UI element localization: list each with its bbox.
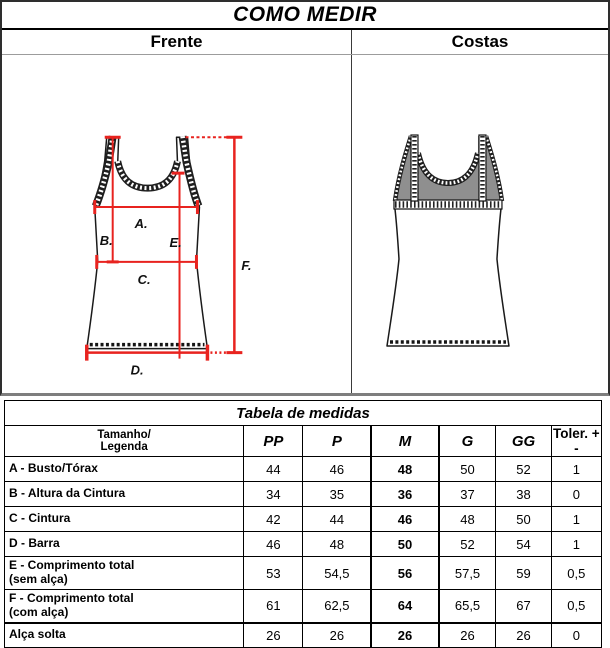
table-row <box>5 590 602 623</box>
front-column-header: Frente <box>150 32 203 51</box>
back-panel <box>351 55 608 393</box>
size-value: 65,5 <box>439 590 496 623</box>
size-value: 48 <box>303 532 371 557</box>
size-value: 46 <box>371 507 438 532</box>
size-value: 52 <box>439 532 496 557</box>
size-value: 38 <box>496 482 551 507</box>
table-row <box>5 532 602 557</box>
back-garment-drawing <box>352 55 608 393</box>
size-value: 54,5 <box>303 557 371 590</box>
measures-table <box>4 400 602 648</box>
size-value: 46 <box>303 457 371 482</box>
size-header-g: G <box>439 426 496 457</box>
tolerance-value: 0 <box>551 482 601 507</box>
table-header-row <box>5 426 602 457</box>
size-value: 53 <box>244 557 303 590</box>
size-value: 26 <box>439 623 496 648</box>
measure-label: D - Barra <box>5 532 244 557</box>
size-value: 37 <box>439 482 496 507</box>
size-header-gg: GG <box>496 426 551 457</box>
size-value: 36 <box>371 482 438 507</box>
measure-label: C - Cintura <box>5 507 244 532</box>
size-value: 50 <box>439 457 496 482</box>
measure-label: F - Comprimento total (com alça) <box>5 590 244 623</box>
label-d: D. <box>130 362 144 378</box>
view-headers <box>2 30 608 55</box>
size-value: 48 <box>371 457 438 482</box>
tolerance-value: 0,5 <box>551 557 601 590</box>
label-f: F. <box>241 257 252 273</box>
table-row <box>5 557 602 590</box>
size-value: 34 <box>244 482 303 507</box>
size-value: 26 <box>496 623 551 648</box>
size-value: 35 <box>303 482 371 507</box>
drawing-panels <box>2 55 608 393</box>
tolerance-header: Toler. + - <box>553 426 600 456</box>
measure-label: A - Busto/Tórax <box>5 457 244 482</box>
size-value: 26 <box>371 623 438 648</box>
corner-header-line1: Tamanho/ <box>97 428 151 441</box>
size-value: 54 <box>496 532 551 557</box>
label-c: C. <box>137 271 151 287</box>
measures-body <box>5 401 602 648</box>
table-title-row <box>5 401 602 426</box>
tolerance-value: 1 <box>551 457 601 482</box>
tolerance-value: 1 <box>551 507 601 532</box>
size-value: 52 <box>496 457 551 482</box>
size-value: 44 <box>244 457 303 482</box>
table-row <box>5 482 602 507</box>
size-value: 56 <box>371 557 438 590</box>
size-header-pp: PP <box>244 426 303 457</box>
front-garment-drawing <box>2 55 351 393</box>
table-row <box>5 507 602 532</box>
label-e: E. <box>169 234 182 250</box>
measure-label: Alça solta <box>5 623 244 648</box>
size-value: 46 <box>244 532 303 557</box>
size-value: 64 <box>371 590 438 623</box>
size-value: 57,5 <box>439 557 496 590</box>
corner-header-line2: Legenda <box>100 441 148 453</box>
measure-label: E - Comprimento total (sem alça) <box>5 557 244 590</box>
size-value: 50 <box>371 532 438 557</box>
size-value: 67 <box>496 590 551 623</box>
size-value: 48 <box>439 507 496 532</box>
tolerance-value: 0 <box>551 623 601 648</box>
label-b: B. <box>99 232 113 248</box>
table-title: Tabela de medidas <box>5 401 602 426</box>
size-value: 59 <box>496 557 551 590</box>
size-header-p: P <box>303 426 371 457</box>
tolerance-value: 0,5 <box>551 590 601 623</box>
measure-label: B - Altura da Cintura <box>5 482 244 507</box>
back-body-outline <box>387 209 509 346</box>
size-value: 26 <box>303 623 371 648</box>
front-neckline-trim <box>118 161 178 188</box>
measures-table-section <box>4 400 602 648</box>
size-value: 50 <box>496 507 551 532</box>
corner-header <box>5 426 244 457</box>
size-value: 44 <box>303 507 371 532</box>
size-value: 26 <box>244 623 303 648</box>
table-row <box>5 457 602 482</box>
size-value: 61 <box>244 590 303 623</box>
label-a: A. <box>134 215 148 231</box>
size-value: 62,5 <box>303 590 371 623</box>
size-header-m: M <box>371 426 438 457</box>
tolerance-value: 1 <box>551 532 601 557</box>
back-column-header: Costas <box>351 30 608 54</box>
section-title: COMO MEDIR <box>2 2 608 30</box>
front-panel <box>2 55 351 393</box>
size-value: 42 <box>244 507 303 532</box>
